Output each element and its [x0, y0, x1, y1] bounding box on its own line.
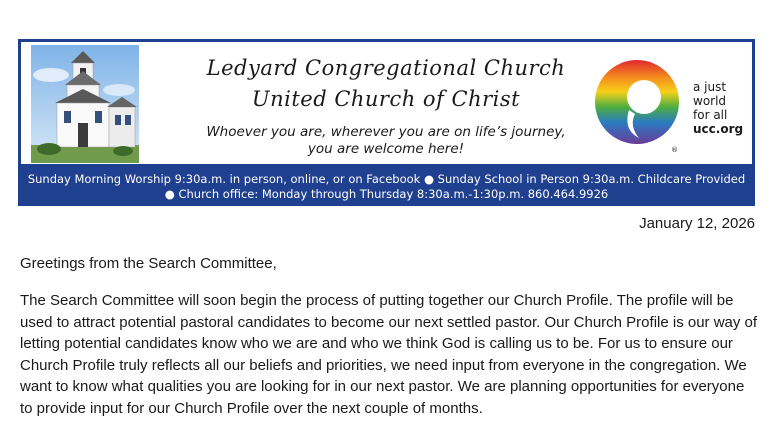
- letter-greeting: Greetings from the Search Committee,: [20, 255, 277, 272]
- ucc-slogan-line1: a just: [693, 80, 727, 94]
- office-hours: ● Church office: Monday through Thursday 8:30a.m.-1:30p.m. 860.464.9926: [164, 187, 609, 201]
- ucc-website: ucc.org: [693, 122, 744, 136]
- welcome-tagline-line2: you are welcome here!: [307, 141, 465, 157]
- ucc-rainbow-comma-logo: [593, 58, 683, 154]
- ucc-slogan: [693, 80, 743, 136]
- ucc-slogan-line2: world: [693, 94, 727, 108]
- letter-paragraph: The Search Committee will soon begin the process of putting together our Church Profile. The profile will be used to attract potential pastoral candidates to become our next settled pastor. Our Church Profile is our way of letting potential candidates know who we are and who we think God is calling us to be. For us to ensure our Church Profile truly reflects all our beliefs and priorities, we need input from everyone in the congregation. We want to know what qualities you are looking for in our next pastor. We are planning opportunities for everyone to provide input for our Church Profile over the next couple of months.: [20, 292, 758, 417]
- worship-schedule: Sunday Morning Worship 9:30a.m. in person, online, or on Facebook ● Sunday School in Person 9:30a.m. Childcare Provided: [27, 172, 746, 186]
- ucc-slogan-line3: for all: [693, 108, 728, 122]
- denomination-name: United Church of Christ: [251, 87, 521, 111]
- letter-date: January 12, 2026: [639, 215, 755, 232]
- church-banner: [18, 39, 755, 206]
- registered-mark: ®: [671, 146, 678, 154]
- church-name: Ledyard Congregational Church: [206, 56, 566, 80]
- welcome-tagline-line1: Whoever you are, wherever you are on life’s journey,: [206, 124, 566, 140]
- church-building-image: [31, 45, 139, 163]
- banner-header-area: [21, 42, 752, 164]
